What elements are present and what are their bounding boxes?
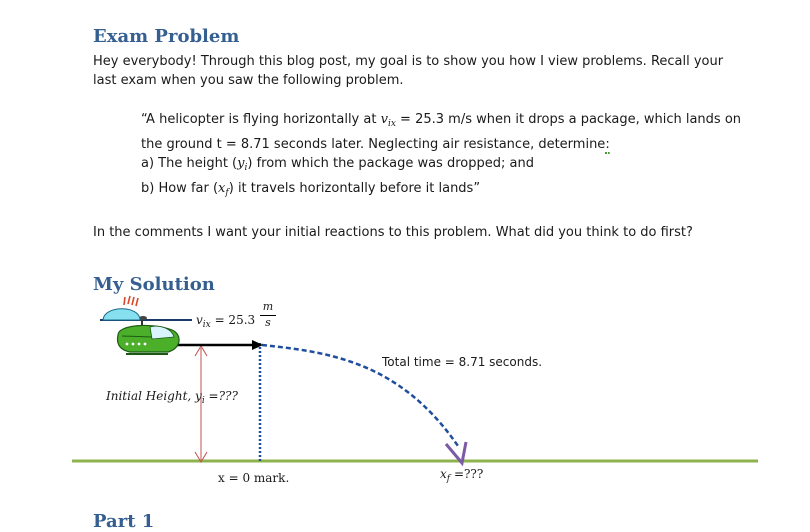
xf-symbol: x (440, 467, 447, 481)
velocity-unit-numerator: m (262, 300, 274, 313)
velocity-unit (260, 300, 276, 331)
velocity-symbol: v (196, 313, 203, 327)
initial-height-tail: =??? (204, 389, 238, 403)
velocity-unit-denominator: s (260, 315, 276, 330)
section-title-my-solution: My Solution (93, 274, 215, 295)
var-x-sub: f (225, 187, 229, 198)
intro-line-1: Hey everybody! Through this blog post, my goal is to show you how I view problems. Recall your (93, 54, 724, 69)
initial-height-label (106, 389, 238, 406)
xf-symbol-sub: f (446, 474, 451, 484)
initial-height-text: Initial Height, y (106, 389, 202, 403)
xf-label (440, 467, 483, 484)
var-y-sub: i (244, 163, 248, 173)
helicopter-icon (100, 296, 192, 354)
xf-tail: =??? (450, 467, 484, 481)
intro-line-2: last exam when you saw the following problem. (93, 73, 404, 88)
var-v-sub: ix (387, 119, 396, 129)
section-title-part-1: Part 1 (93, 511, 155, 532)
problem-line-1-post: = 25.3 m/s when it drops a package, which lands on (395, 112, 742, 127)
problem-line-3-post: ) from which the package was dropped; and (247, 156, 534, 171)
var-x: x (218, 180, 226, 196)
problem-line-4-post: ) it travels horizontally before it lands” (228, 180, 481, 196)
comments-prompt: In the comments I want your initial reactions to this problem. What did you think to do first? (93, 225, 693, 240)
velocity-value: = 25.3 (210, 313, 256, 327)
velocity-arrow (172, 340, 263, 350)
total-time-label: Total time = 8.71 seconds. (382, 355, 543, 369)
var-y: y (237, 156, 245, 171)
problem-line-1-pre: “A helicopter is flying horizontally at (141, 112, 381, 127)
problem-line-4-pre: b) How far ( (141, 180, 219, 196)
velocity-label (196, 313, 255, 330)
velocity-symbol-sub: ix (202, 320, 211, 330)
x-zero-label: x = 0 mark. (218, 471, 290, 485)
problem-line-2-pre: the ground t = 8.71 seconds later. Neglecting air resistance, determine (141, 136, 606, 152)
problem-line-3-pre: a) The height ( (141, 156, 238, 171)
section-title-exam-problem: Exam Problem (93, 26, 240, 47)
var-v: v (380, 112, 388, 127)
initial-height-sub: i (201, 396, 205, 406)
spellcheck-mark: : (605, 136, 610, 152)
